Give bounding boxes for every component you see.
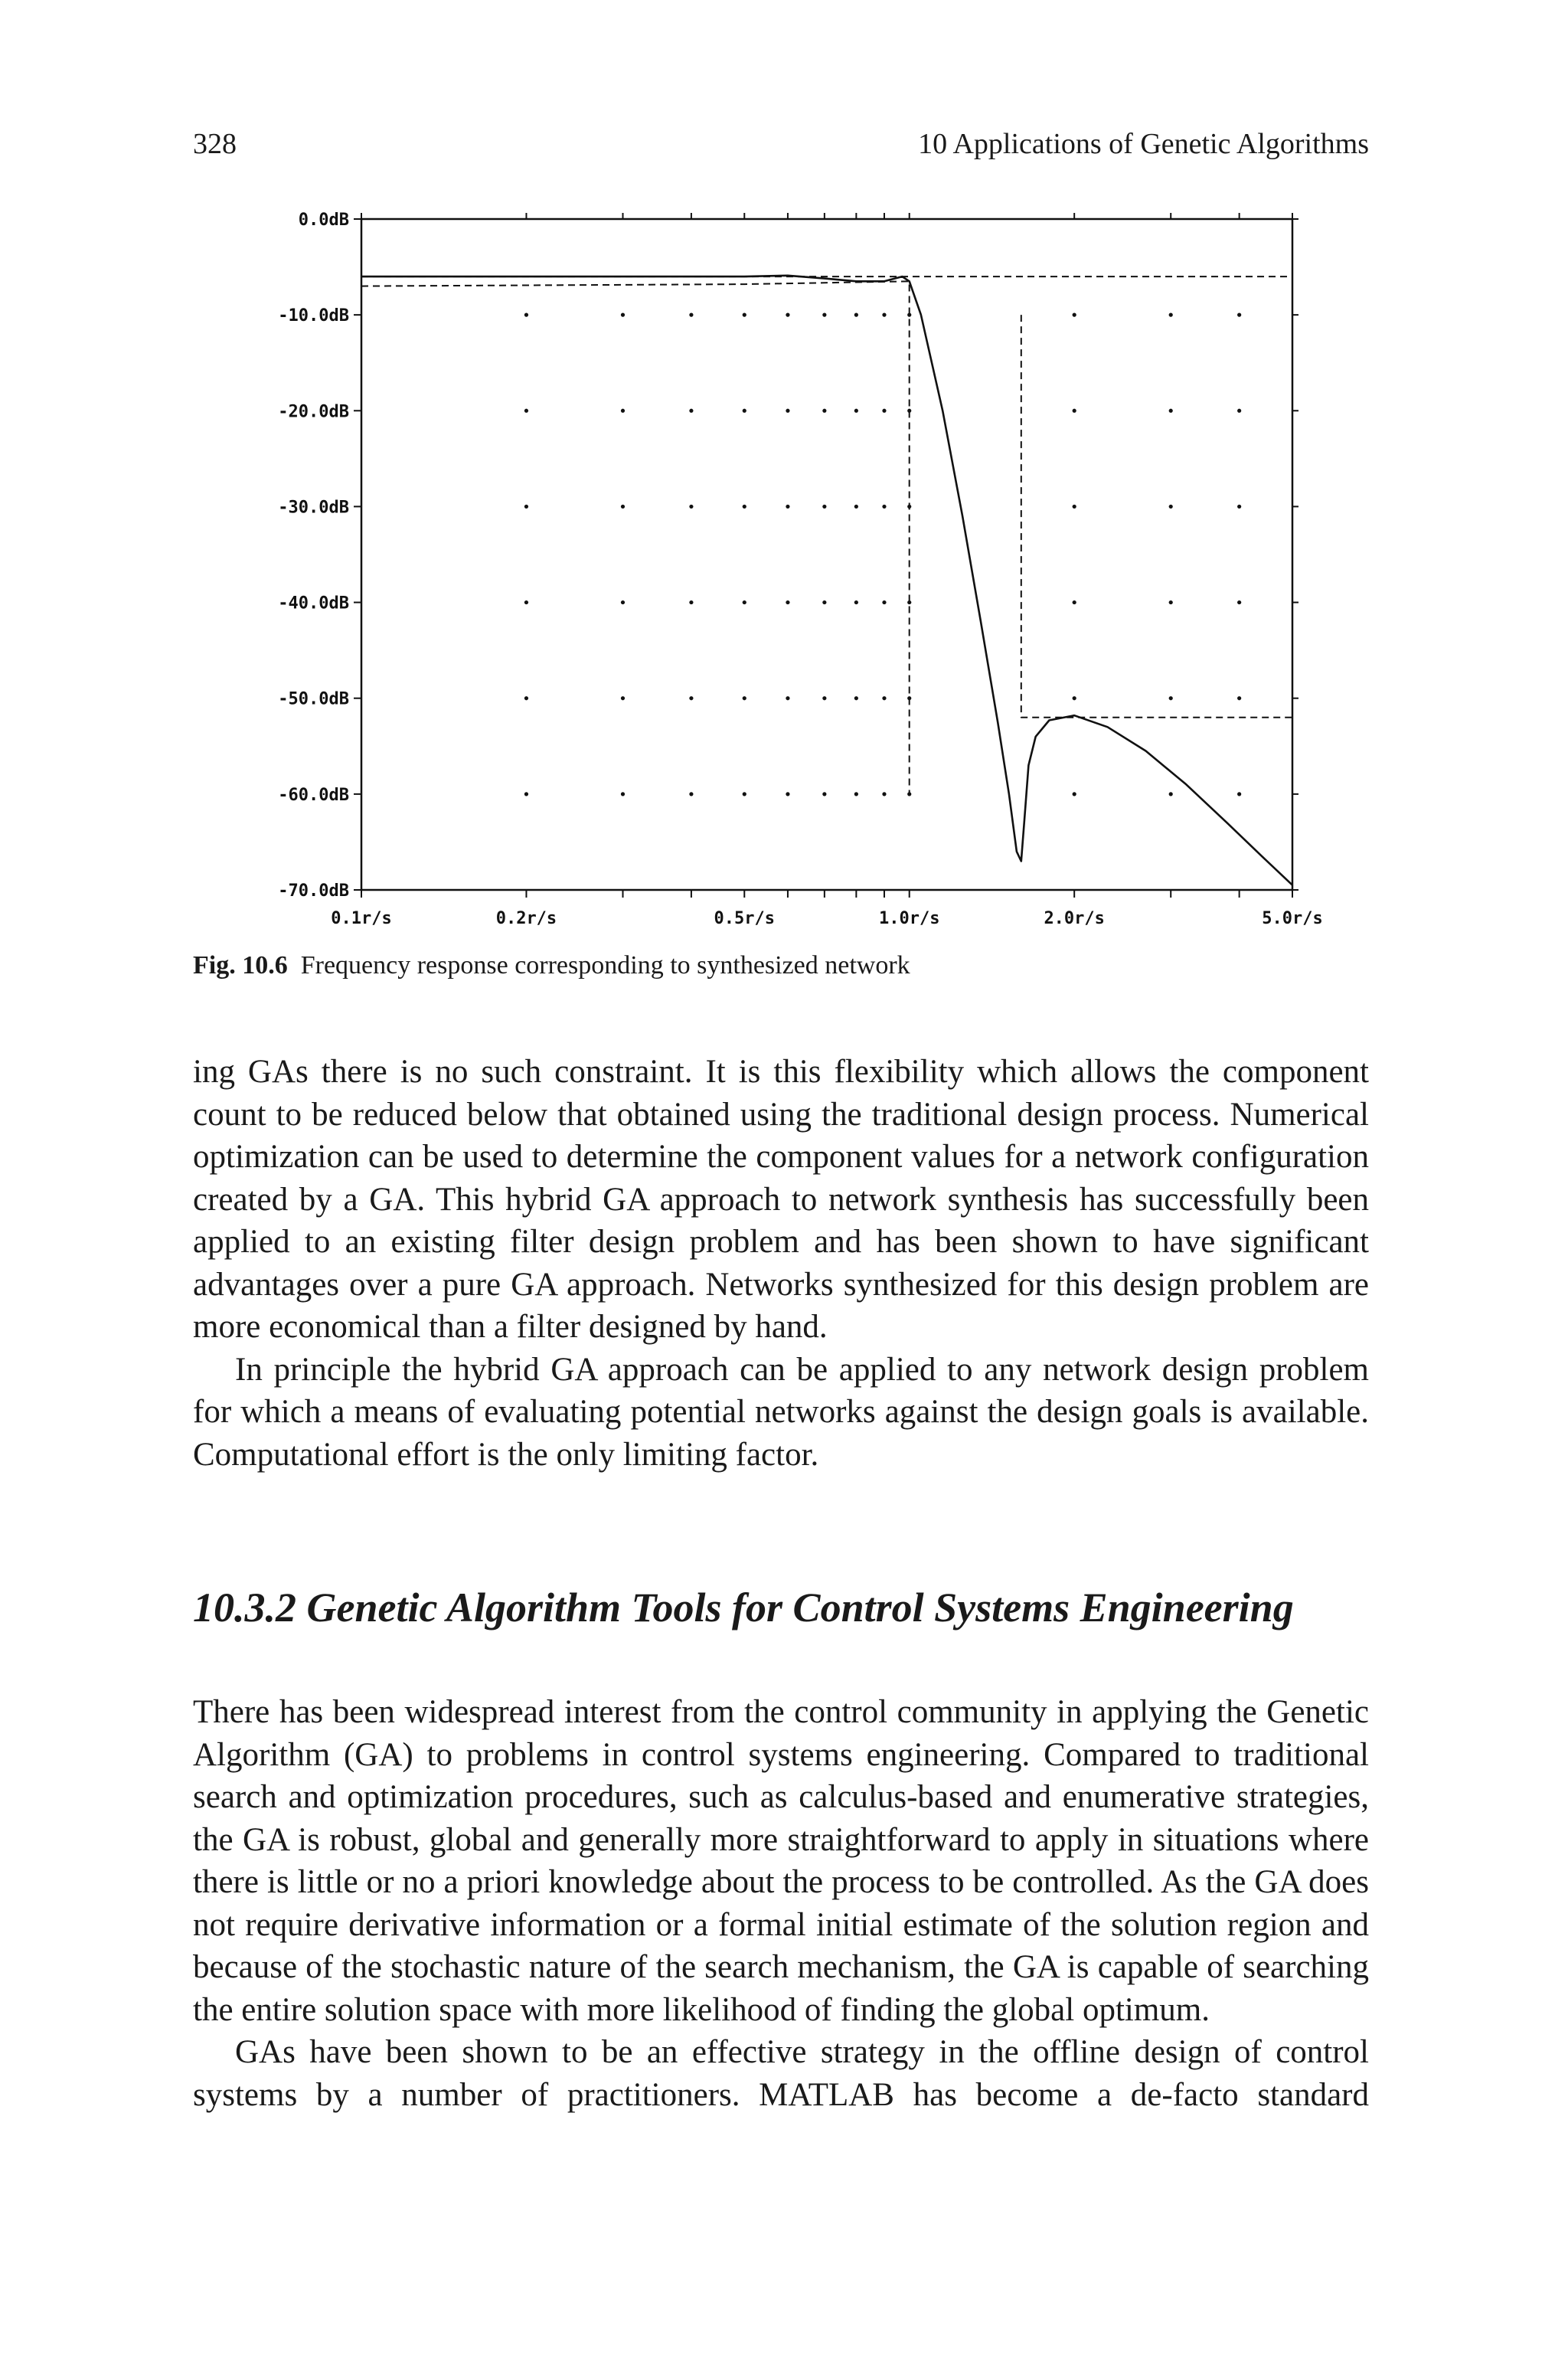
x-tick-label: 0.2r/s: [495, 909, 557, 928]
grid-dot: [1237, 600, 1241, 604]
grid-dot: [743, 505, 746, 509]
series-spec-stopband: [1021, 315, 1292, 718]
grid-dot: [854, 313, 858, 317]
grid-dot: [1073, 409, 1076, 413]
chart-series: [361, 276, 1292, 885]
grid-dot: [822, 792, 826, 796]
body-block-1: [193, 1051, 1369, 1476]
y-tick-label: -20.0dB: [278, 402, 349, 422]
grid-dot: [786, 696, 789, 700]
grid-dot: [621, 409, 625, 413]
grid-dot: [1237, 409, 1241, 413]
grid-dot: [1073, 792, 1076, 796]
grid-dot: [621, 792, 625, 796]
y-tick-label: -70.0dB: [278, 881, 349, 901]
grid-dot: [1169, 313, 1173, 317]
grid-dot: [689, 792, 693, 796]
grid-dot: [743, 792, 746, 796]
grid-dot: [854, 792, 858, 796]
grid-dot: [524, 313, 528, 317]
chart-dot-grid: [524, 313, 1241, 796]
grid-dot: [1169, 409, 1173, 413]
grid-dot: [524, 409, 528, 413]
grid-dot: [1169, 505, 1173, 509]
grid-dot: [689, 696, 693, 700]
grid-dot: [882, 409, 886, 413]
grid-dot: [621, 505, 625, 509]
y-tick-label: -10.0dB: [278, 306, 349, 326]
grid-dot: [524, 792, 528, 796]
page-header: [193, 127, 1369, 165]
section-heading: 10.3.2 Genetic Algorithm Tools for Control Systems Engineering: [193, 1585, 1294, 1630]
x-tick-label: 2.0r/s: [1044, 909, 1105, 928]
grid-dot: [1237, 696, 1241, 700]
grid-dot: [854, 409, 858, 413]
body-block-2: [193, 1691, 1369, 2116]
paragraph-4: GAs have been shown to be an effective strategy in the offline design of control systems by a number of practitioners. MATLAB has become a de-facto standard: [193, 2034, 1369, 2113]
paragraph-1: ing GAs there is no such constraint. It is this flexibility which allows the component count to be reduced below that obtained using the traditional design process. Numerical optimization can be used to determine the component values for a network configuration created by a GA. This hybrid GA approach to network synthesis has successfully been applied to an existing filter design problem and has been shown to have significant advantages over a pure GA approach. Networks synthesized for this design problem are more economical than a filter designed by hand.: [193, 1054, 1369, 1345]
grid-dot: [786, 505, 789, 509]
grid-dot: [786, 409, 789, 413]
y-tick-label: -30.0dB: [278, 498, 349, 518]
grid-dot: [689, 600, 693, 604]
grid-dot: [1169, 600, 1173, 604]
grid-dot: [621, 696, 625, 700]
x-tick-label: 0.5r/s: [714, 909, 776, 928]
grid-dot: [1169, 792, 1173, 796]
grid-dot: [1073, 696, 1076, 700]
grid-dot: [854, 696, 858, 700]
grid-dot: [621, 600, 625, 604]
grid-dot: [743, 409, 746, 413]
grid-dot: [1237, 792, 1241, 796]
grid-dot: [822, 505, 826, 509]
grid-dot: [822, 696, 826, 700]
grid-dot: [689, 313, 693, 317]
grid-dot: [1073, 505, 1076, 509]
paragraph-3: There has been widespread interest from the control community in applying the Genetic Algorithm (GA) to problems in control systems engineering. Compared to traditional search and optimization procedures, such as calculus-based and enumerative strategies, the GA is robust, global and generally more straightforward to apply in situations where there is little or no a priori knowledge about the process to be controlled. As the GA does not require derivative information or a formal initial estimate of the solution region and because of the stochastic nature of the search mechanism, the GA is capable of searching the entire solution space with more likelihood of finding the global optimum.: [193, 1694, 1369, 2028]
grid-dot: [882, 792, 886, 796]
grid-dot: [822, 600, 826, 604]
y-tick-label: -60.0dB: [278, 785, 349, 805]
grid-dot: [882, 696, 886, 700]
x-tick-label: 0.1r/s: [331, 909, 392, 928]
paragraph-2: In principle the hybrid GA approach can be applied to any network design problem for which a means of evaluating potential networks against the design goals is available. Computational effort is the only limiting factor.: [193, 1351, 1369, 1473]
grid-dot: [822, 313, 826, 317]
grid-dot: [689, 505, 693, 509]
figure-caption-text: Frequency response corresponding to synthesized network: [300, 951, 910, 980]
series-spec-lower-passband: [361, 281, 910, 794]
grid-dot: [786, 313, 789, 317]
grid-dot: [1237, 505, 1241, 509]
series-response: [361, 276, 1292, 885]
grid-dot: [882, 600, 886, 604]
y-tick-label: -40.0dB: [278, 594, 349, 613]
grid-dot: [743, 600, 746, 604]
x-tick-label: 5.0r/s: [1262, 909, 1323, 928]
grid-dot: [1073, 313, 1076, 317]
grid-dot: [1237, 313, 1241, 317]
page-number: 328: [193, 128, 237, 160]
x-tick-label: 1.0r/s: [878, 909, 940, 928]
grid-dot: [524, 600, 528, 604]
grid-dot: [822, 409, 826, 413]
grid-dot: [524, 505, 528, 509]
grid-dot: [689, 409, 693, 413]
grid-dot: [854, 505, 858, 509]
grid-dot: [524, 696, 528, 700]
grid-dot: [882, 313, 886, 317]
chart-tick-labels: [278, 211, 1322, 928]
running-head: 10 Applications of Genetic Algorithms: [918, 128, 1369, 160]
grid-dot: [743, 313, 746, 317]
y-tick-label: 0.0dB: [298, 211, 349, 230]
grid-dot: [786, 600, 789, 604]
figure-caption-label: Fig. 10.6: [193, 951, 288, 980]
grid-dot: [882, 505, 886, 509]
frequency-response-chart: [278, 207, 1348, 934]
grid-dot: [854, 600, 858, 604]
figure-caption: [193, 951, 910, 980]
y-tick-label: -50.0dB: [278, 689, 349, 709]
plot-frame: [361, 219, 1292, 890]
grid-dot: [786, 792, 789, 796]
grid-dot: [743, 696, 746, 700]
grid-dot: [621, 313, 625, 317]
grid-dot: [1169, 696, 1173, 700]
grid-dot: [1073, 600, 1076, 604]
